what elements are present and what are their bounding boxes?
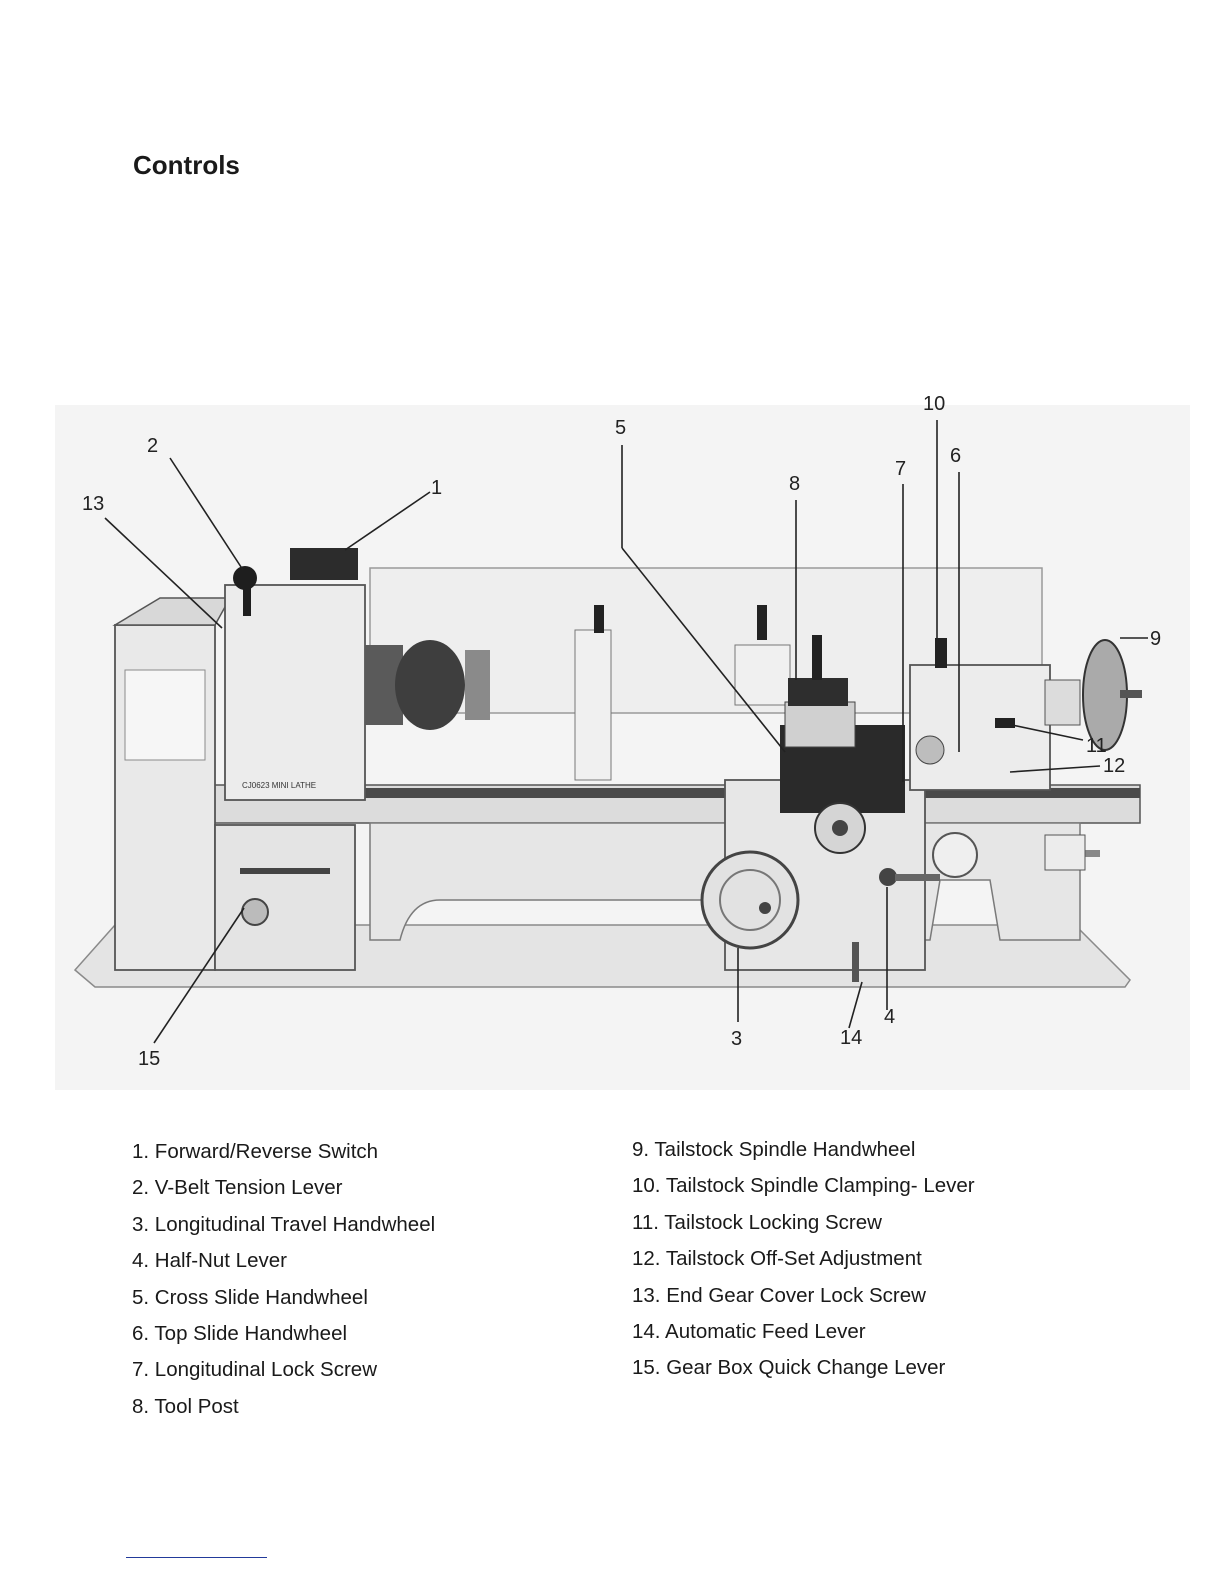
callout-6: 6	[950, 445, 962, 467]
footer-rule	[126, 1557, 267, 1558]
callout-14: 14	[840, 1027, 863, 1049]
machine-plate: CJ0623 MINI LATHE	[242, 781, 317, 790]
callout-3: 3	[731, 1028, 743, 1050]
legend-right	[632, 1138, 975, 1393]
callout-7: 7	[895, 458, 907, 480]
callout-10: 10	[923, 393, 946, 415]
legend-item: 13. End Gear Cover Lock Screw	[632, 1283, 926, 1307]
legend-item: 4. Half-Nut Lever	[132, 1249, 287, 1273]
legend-left	[132, 1140, 435, 1431]
legend-item: 11. Tailstock Locking Screw	[632, 1210, 882, 1234]
callout-13: 13	[82, 493, 105, 515]
callout-1: 1	[431, 477, 443, 499]
legend-item: 5. Cross Slide Handwheel	[132, 1285, 368, 1309]
callout-12: 12	[1103, 755, 1126, 777]
tool-post	[788, 678, 848, 706]
callout-5: 5	[615, 417, 627, 439]
callout-11: 11	[1086, 735, 1107, 757]
page-title: Controls	[133, 150, 240, 180]
legend-item: 9. Tailstock Spindle Handwheel	[632, 1138, 916, 1161]
lathe-diagram	[0, 380, 1224, 1090]
lathe-illustration	[0, 380, 1224, 1090]
legend-item: 1. Forward/Reverse Switch	[132, 1140, 379, 1163]
headstock	[225, 585, 365, 800]
steady-rest	[575, 630, 611, 780]
legend-item: 14. Automatic Feed Lever	[632, 1319, 866, 1343]
legend-item: 10. Tailstock Spindle Clamping- Lever	[632, 1174, 975, 1198]
callout-15: 15	[138, 1048, 161, 1070]
legend-item: 12. Tailstock Off-Set Adjustment	[632, 1247, 922, 1271]
legend-item: 3. Longitudinal Travel Handwheel	[132, 1212, 436, 1236]
legend-item: 15. Gear Box Quick Change Lever	[632, 1356, 946, 1380]
callout-8: 8	[789, 473, 801, 495]
legend-item: 8. Tool Post	[132, 1394, 239, 1418]
gearbox	[215, 825, 355, 970]
legend-item: 2. V-Belt Tension Lever	[132, 1176, 343, 1200]
longitudinal-handwheel	[702, 852, 798, 948]
legend-item: 6. Top Slide Handwheel	[132, 1321, 348, 1345]
callout-2: 2	[147, 435, 159, 457]
callout-4: 4	[884, 1006, 896, 1028]
callout-9: 9	[1150, 628, 1162, 650]
legend-item: 7. Longitudinal Lock Screw	[132, 1358, 378, 1382]
